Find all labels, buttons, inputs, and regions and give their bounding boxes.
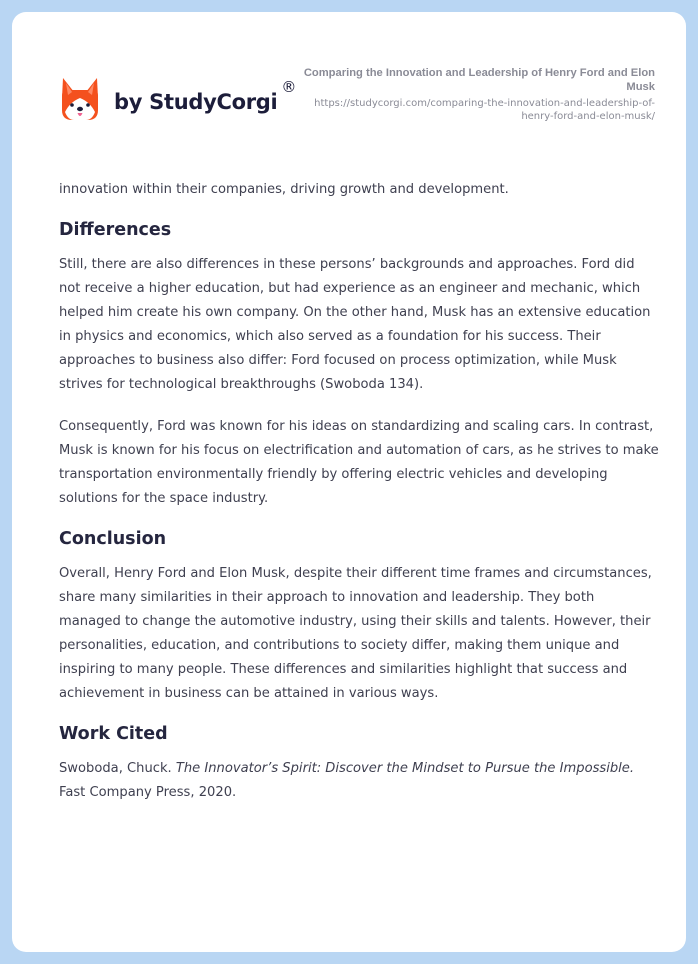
- document-body: [59, 178, 659, 805]
- document-meta: [295, 66, 655, 123]
- corgi-logo-icon: [60, 76, 100, 122]
- intro-continuation-paragraph: innovation within their companies, driving growth and development.: [59, 182, 509, 197]
- document-header: [12, 12, 686, 162]
- logo-wordmark: by StudyCorgi: [114, 90, 278, 114]
- registered-mark: ®: [281, 78, 297, 96]
- differences-paragraph-2: Consequently, Ford was known for his ideas on standardizing and scaling cars. In contrast, Musk is known for his focus on electrification and automation of cars, as he strives to make transportation environmentally friendly by offering electric vehicles and developing solutions for the space industry.: [59, 419, 659, 506]
- section-heading-differences: Differences: [59, 220, 172, 240]
- document-card: [12, 12, 686, 952]
- citation-title: The Innovator’s Spirit: Discover the Mindset to Pursue the Impossible.: [175, 761, 635, 776]
- section-heading-conclusion: Conclusion: [59, 529, 167, 549]
- section-heading-work-cited: Work Cited: [59, 724, 168, 744]
- differences-paragraph-1: Still, there are also differences in these persons’ backgrounds and approaches. Ford did not receive a higher education, but had experience as an engineer and mechanic, which helped him create his own company. On the other hand, Musk has an extensive education in physics and economics, which also served as a foundation for his success. Their approaches to business also differ: Ford focused on process optimization, while Musk strives for technological breakthroughs (Swoboda 134).: [59, 257, 651, 392]
- conclusion-paragraph: Overall, Henry Ford and Elon Musk, despite their different time frames and circumstances, share many similarities in their approach to innovation and leadership. They both managed to change the automotive industry, using their skills and talents. However, their personalities, education, and contributions to society differ, making them unique and inspiring to many people. These differences and similarities highlight that success and achievement in business can be attained in various ways.: [59, 566, 652, 701]
- document-title: Comparing the Innovation and Leadership of Henry Ford and Elon Musk: [303, 67, 655, 93]
- citation-author: Swoboda, Chuck.: [59, 761, 172, 776]
- studycorgi-logo[interactable]: [60, 76, 296, 122]
- citation-publisher: Fast Company Press, 2020.: [59, 785, 237, 800]
- document-url[interactable]: https://studycorgi.com/comparing-the-innovation-and-leadership-of-henry-ford-and-elon-musk/: [314, 98, 655, 122]
- citation-entry: [59, 757, 659, 805]
